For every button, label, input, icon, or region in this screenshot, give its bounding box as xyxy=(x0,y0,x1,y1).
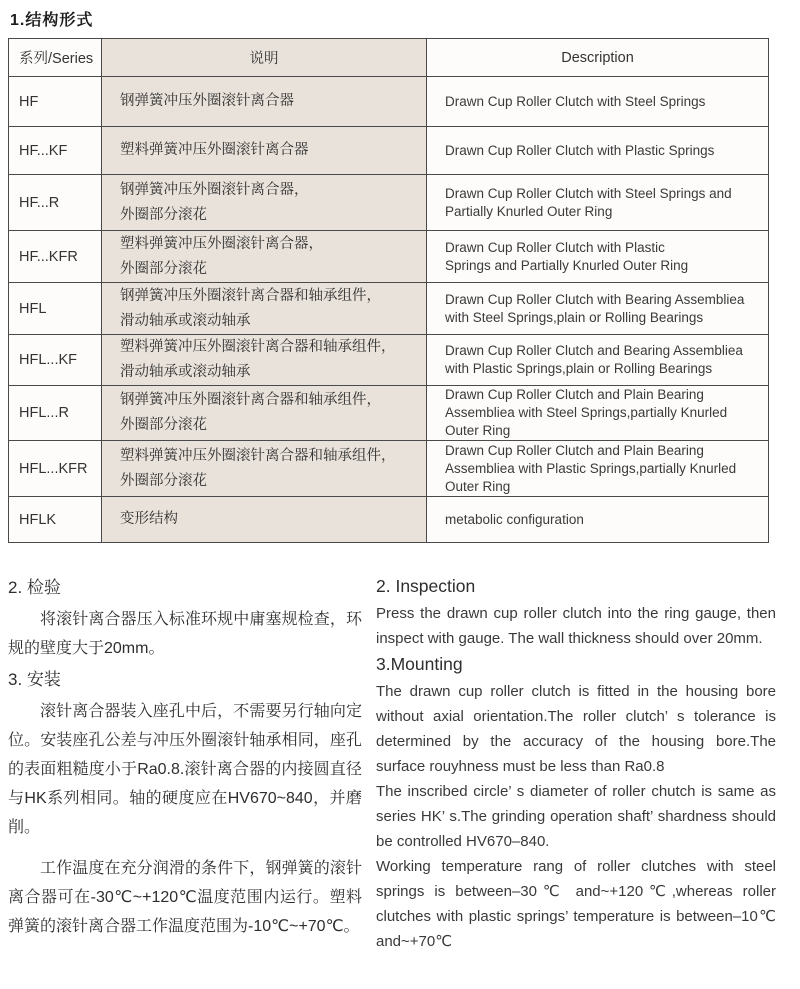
mounting-heading-cn: 3. 安装 xyxy=(8,670,61,689)
cn-description-line: 外圈部分滚花 xyxy=(120,206,207,223)
series-cell: HFL xyxy=(9,283,102,335)
en-description-line: Springs and Partially Knurled Outer Ring xyxy=(445,257,689,273)
en-description-cell xyxy=(427,497,769,543)
mounting-paragraph1-en: The drawn cup roller clutch is fitted in the housing bore without axial orientation.The roller clutch’ s tolerance is determined by the accuracy of the housing bore.The surface rouyhness must be less than Ra0.8 xyxy=(376,683,776,775)
table-row xyxy=(9,175,769,231)
series-cell: HF...KF xyxy=(9,127,102,175)
en-description-cell xyxy=(427,441,769,497)
en-description-line: Drawn Cup Roller Clutch with Bearing Assembliea xyxy=(445,291,745,307)
cn-description-line: 钢弹簧冲压外圈滚针离合器， xyxy=(120,181,309,198)
en-description-cell xyxy=(427,386,769,441)
cn-description-line: 塑料弹簧冲压外圈滚针离合器 xyxy=(120,142,309,158)
en-description-cell xyxy=(427,283,769,335)
series-cell: HFL...KFR xyxy=(9,441,102,497)
table-row xyxy=(9,127,769,175)
cn-description-line: 塑料弹簧冲压外圈滚针离合器和轴承组件， xyxy=(120,339,396,355)
series-cell: HFL...R xyxy=(9,386,102,441)
table-row xyxy=(9,77,769,127)
page-title: 1.结构形式 xyxy=(10,12,94,29)
cn-description-line: 滑动轴承或滚动轴承 xyxy=(120,312,251,329)
text-sections xyxy=(8,573,776,954)
series-cell: HFL...KF xyxy=(9,335,102,386)
cn-description-line: 变形结构 xyxy=(120,511,178,527)
table-row xyxy=(9,231,769,283)
english-text-column xyxy=(376,573,776,954)
cn-description-line: 外圈部分滚花 xyxy=(120,260,207,277)
en-description-line: Drawn Cup Roller Clutch and Plain Bearing xyxy=(445,387,704,402)
cn-description-cell xyxy=(102,283,427,335)
cn-description-cell xyxy=(102,231,427,283)
cn-description-cell xyxy=(102,77,427,127)
en-description-cell xyxy=(427,77,769,127)
cn-description-cell xyxy=(102,127,427,175)
cn-description-line: 外圈部分滚花 xyxy=(120,417,207,433)
cn-description-line: 塑料弹簧冲压外圈滚针离合器， xyxy=(120,235,323,252)
series-cell: HFLK xyxy=(9,497,102,543)
inspection-heading-cn: 2. 检验 xyxy=(8,578,61,597)
mounting-paragraph1-cn: 滚针离合器装入座孔中后，不需要另行轴向定位。安装座孔公差与冲压外圈滚针轴承相同，座孔的表面粗糙度小于Ra0.8.滚针离合器的内接圆直径与HK系列相同。轴的硬度应在HV670~840，并磨削。 xyxy=(8,703,362,836)
table-row xyxy=(9,497,769,543)
chinese-text-column xyxy=(8,573,362,954)
table-header-row xyxy=(9,39,769,77)
en-description-line: Assembliea with Steel Springs,partially Knurled xyxy=(445,405,728,420)
column-header-series: 系列/Series xyxy=(9,39,102,77)
en-description-line: Drawn Cup Roller Clutch with Steel Springs xyxy=(445,93,706,109)
en-description-cell xyxy=(427,127,769,175)
en-description-line: metabolic configuration xyxy=(445,511,584,527)
en-description-line: Outer Ring xyxy=(445,478,511,494)
cn-description-cell xyxy=(102,335,427,386)
en-description-line: Partially Knurled Outer Ring xyxy=(445,203,613,219)
inspection-heading-en: 2. Inspection xyxy=(376,576,476,596)
series-cell: HF...R xyxy=(9,175,102,231)
en-description-cell xyxy=(427,335,769,386)
mounting-heading-en: 3.Mounting xyxy=(376,654,463,674)
column-header-en-description: Description xyxy=(427,39,769,77)
table-row xyxy=(9,441,769,497)
en-description-line: Drawn Cup Roller Clutch with Plastic Springs xyxy=(445,142,715,158)
cn-description-cell xyxy=(102,175,427,231)
cn-description-line: 钢弹簧冲压外圈滚针离合器和轴承组件， xyxy=(120,287,381,304)
cn-description-line: 钢弹簧冲压外圈滚针离合器 xyxy=(120,93,294,109)
cn-description-line: 滑动轴承或滚动轴承 xyxy=(120,364,251,380)
table-row xyxy=(9,386,769,441)
cn-description-line: 塑料弹簧冲压外圈滚针离合器和轴承组件， xyxy=(120,447,396,464)
inspection-paragraph-cn: 将滚针离合器压入标准环规中庸塞规检查，环规的壁度大于20mm。 xyxy=(8,611,362,657)
table-row xyxy=(9,335,769,386)
en-description-line: Assembliea with Plastic Springs,partially Knurled xyxy=(445,460,737,476)
mounting-paragraph3-en: Working temperature rang of roller clutches with steel springs is between–30℃ and~+120℃,whereas roller clutches with plastic springs’ temperature is between–10℃ and~+70℃ xyxy=(376,858,776,950)
en-description-cell xyxy=(427,175,769,231)
en-description-line: Drawn Cup Roller Clutch and Bearing Assembliea xyxy=(445,343,743,358)
cn-description-line: 外圈部分滚花 xyxy=(120,472,207,489)
table-row xyxy=(9,283,769,335)
en-description-line: with Plastic Springs,plain or Rolling Bearings xyxy=(445,361,713,376)
mounting-paragraph2-cn: 工作温度在充分润滑的条件下，钢弹簧的滚针离合器可在-30℃~+120℃温度范围内运行。塑料弹簧的滚针离合器工作温度范围为-10℃~+70℃。 xyxy=(8,860,362,935)
cn-description-cell xyxy=(102,386,427,441)
series-cell: HF...KFR xyxy=(9,231,102,283)
column-header-cn-description: 说明 xyxy=(102,39,427,77)
cn-description-line: 钢弹簧冲压外圈滚针离合器和轴承组件， xyxy=(120,392,381,408)
cn-description-cell xyxy=(102,441,427,497)
inspection-paragraph-en: Press the drawn cup roller clutch into the ring gauge, then inspect with gauge. The wall thickness should over 20mm. xyxy=(376,605,776,647)
structure-table xyxy=(8,38,769,543)
en-description-line: Drawn Cup Roller Clutch and Plain Bearing xyxy=(445,442,704,458)
mounting-paragraph2-en: The inscribed circle’ s diameter of roller chutch is same as series HK’ s.The grinding operation shaft’ shardness should be controlled HV670–840. xyxy=(376,783,776,850)
en-description-line: with Steel Springs,plain or Rolling Bearings xyxy=(445,309,704,325)
en-description-line: Outer Ring xyxy=(445,423,511,438)
en-description-line: Drawn Cup Roller Clutch with Steel Springs and xyxy=(445,185,732,201)
en-description-line: Drawn Cup Roller Clutch with Plastic xyxy=(445,239,665,255)
series-cell: HF xyxy=(9,77,102,127)
cn-description-cell xyxy=(102,497,427,543)
en-description-cell xyxy=(427,231,769,283)
